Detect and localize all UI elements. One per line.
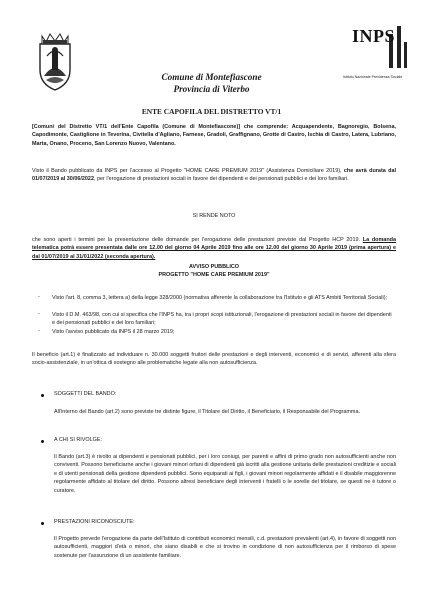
comuni-paragraph: [Comuni del Distretto VT/1 dell'Ente Capofila (Comune di Montefiascone)] che comprende: Acquapendente, Bagnoregio, Bolsena, Capodimonte, Castiglione in Teverina, Civitella d'Agliano, Farnese, Gradoli, Graffignano, Grotte di Castro, Ischia di Castro, Latera, Lubriano, Marta, Onano, Proceno, San Lorenzo Nuovo, Valentano.: [32, 124, 396, 147]
notice-paragraph: [32, 236, 396, 261]
visto-bando-text: Visto il Bando pubblicato da INPS per l'accesso al Progetto "HOME CARE PREMIUM 2019" (Assistenza Domiciliare 2019),: [32, 168, 344, 174]
visti-item: Visto l'art. 8, comma 3, lettera a) della legge 328/2000 (normativa afferente la collaborazione tra l'Istituto e gli ATS Ambiti Territoriali Sociali);: [52, 295, 388, 301]
inps-logo-subtitle: Istituto Nazionale Previdenza Sociale: [343, 75, 403, 79]
section-heading: SOGGETTI DEL BANDO:: [54, 391, 117, 397]
rende-noto-heading: SI RENDE NOTO: [192, 213, 236, 219]
list-dash: -: [38, 311, 40, 317]
visto-bando-paragraph: [32, 167, 396, 184]
section-body: All'interno del Bando (art.2) sono previste tre distinte figure, il Titolare del Diritto, il Beneficiario, il Responsabile del Programma.: [54, 409, 360, 415]
visto-bando-text-end: , per l'erogazione di prestazioni sociali in favore dei dipendenti e dei pensionati pubblici e dei loro familiari.: [93, 176, 349, 183]
beneficio-paragraph: Il beneficio (art.1) è finalizzato ad individuare n. 30.000 soggetti fruitori delle prestazioni e degli interventi, economici e di servizi, afferenti alla sfera socio-assistenziale, in un'ottica di sostegno alle problematiche legate alla non autosufficienza.: [32, 352, 396, 367]
provincia-title: Provincia di Viterbo: [173, 84, 250, 94]
visti-item: Visto il D.M. 463/98, con cui si specifica che l'INPS ha, tra i propri scopi istituzionali, l'erogazione di prestazioni sociali in favore dei dipendenti e dei pensionati pubblici e dei loro familiari;: [52, 312, 392, 327]
comune-title: Comune di Montefiascone: [161, 72, 262, 82]
visto-bando-duration: che avrà durata dal 01/07/2019 al 30/06/2022: [32, 168, 396, 183]
avviso-subtitle: PROGETTO "HOME CARE PREMIUM 2019": [158, 272, 270, 278]
section-heading: PRESTAZIONI RICONOSCIUTE:: [54, 519, 135, 525]
comune-crest-logo: [32, 30, 78, 92]
ente-title: ENTE CAPOFILA DEL DISTRETTO VT/1: [141, 107, 282, 116]
section-body: Il Progetto prevede l'erogazione da parte dell'Istituto di contributi economici mensili, c.d. prestazioni prevalenti (art.4), in favore di soggetti non autosufficienti, maggiori d'età o minori, che siano disabili e che si trovino in condizione di non autosufficienza per il rimborso di spese sostenute per l'assunzione di un assistente familiare.: [54, 536, 396, 559]
bullet-dot: [41, 394, 44, 397]
avviso-title: AVVISO PUBBLICO: [188, 264, 240, 270]
bullet-dot: [41, 522, 44, 525]
list-dash: -: [38, 328, 40, 334]
bullet-dot: [41, 440, 44, 443]
list-dash: -: [38, 294, 40, 300]
section-heading: A CHI SI RIVOLGE:: [54, 437, 103, 443]
section-body: Il Bando (art.3) è rivolto ai dipendenti e pensionati pubblici, per i loro coniugi, per parenti e affini di primo grado non autosufficienti anche non conviventi. Possono beneficiarne anche i giovani minori orfani di dipendenti già iscritti alla gestione unitaria delle prestazioni creditizie e sociali e di utenti pensionati della gestione dipendenti pubblici. Sono equiparati ai figli, i giovani minori regolarmente affidati e il disabile maggiorenne regolarmente affidato al titolare del diritto. Possono altresì beneficiare degli interventi i fratelli o le sorelle del titolare, se questi ne è tutore o curatore.: [54, 454, 396, 494]
visti-item: Visto l'avviso pubblicato da INPS il 28 marzo 2019;: [52, 329, 175, 335]
notice-deadline: La domanda telematica potrà essere presentata dalle ore 12.00 del giorno 04 Aprile 2019 fino alle ore 12.00 del giorno 30 Aprile 2019 (prima apertura) e dal 01/07/2019 al 31/01/2022 (seconda apertura).: [32, 237, 397, 260]
inps-logo-text: INPS: [352, 26, 396, 46]
notice-text: che sono aperti i termini per la presentazione delle domande per l'erogazione delle prestazioni previste dal Progetto HCP 2019.: [32, 237, 363, 243]
